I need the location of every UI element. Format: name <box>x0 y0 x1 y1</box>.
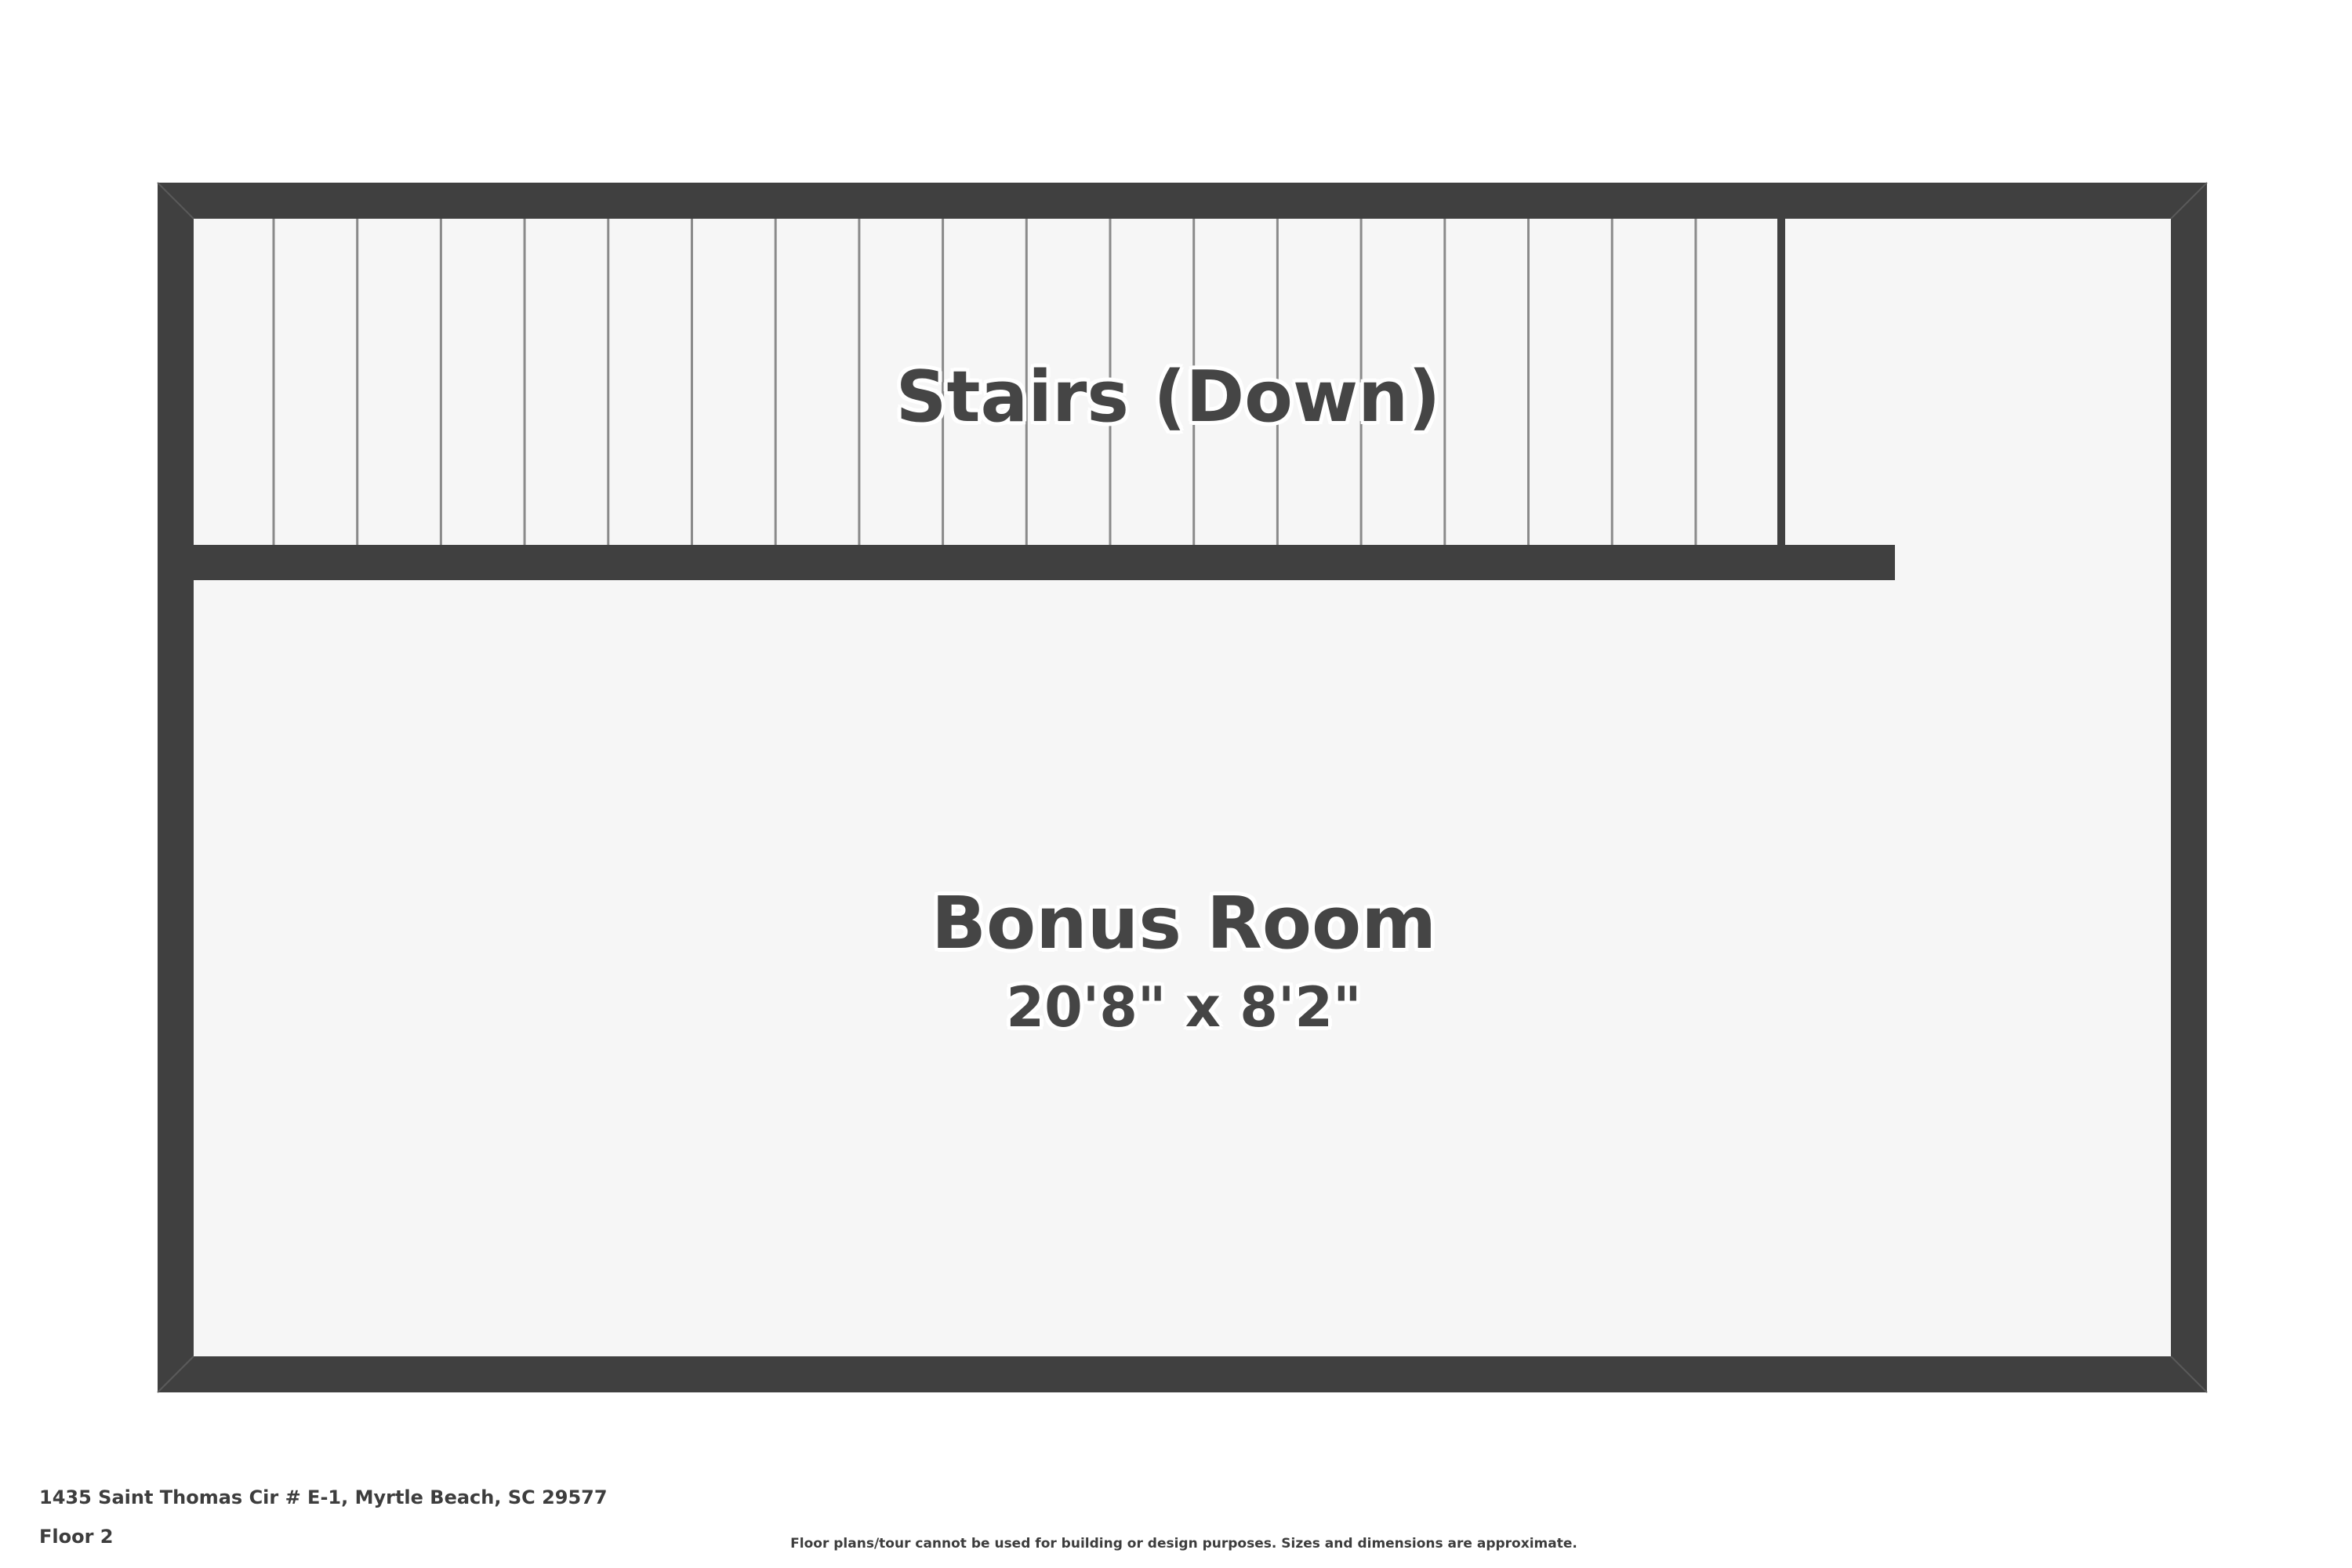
stairs-label: Stairs (Down) <box>895 356 1441 438</box>
disclaimer-text: Floor plans/tour cannot be used for building or design purposes. Sizes and dimensions are approximate. <box>790 1536 1577 1552</box>
bonus-room-dimensions: 20'8" x 8'2" <box>1006 975 1362 1040</box>
stair-end-wall <box>1777 219 1785 545</box>
floor-name: Floor 2 <box>39 1526 114 1548</box>
property-address: 1435 Saint Thomas Cir # E-1, Myrtle Beach, SC 29577 <box>39 1486 608 1508</box>
bonus-room-label: Bonus Room <box>931 881 1437 965</box>
stairs-partition-wall <box>194 545 1895 580</box>
